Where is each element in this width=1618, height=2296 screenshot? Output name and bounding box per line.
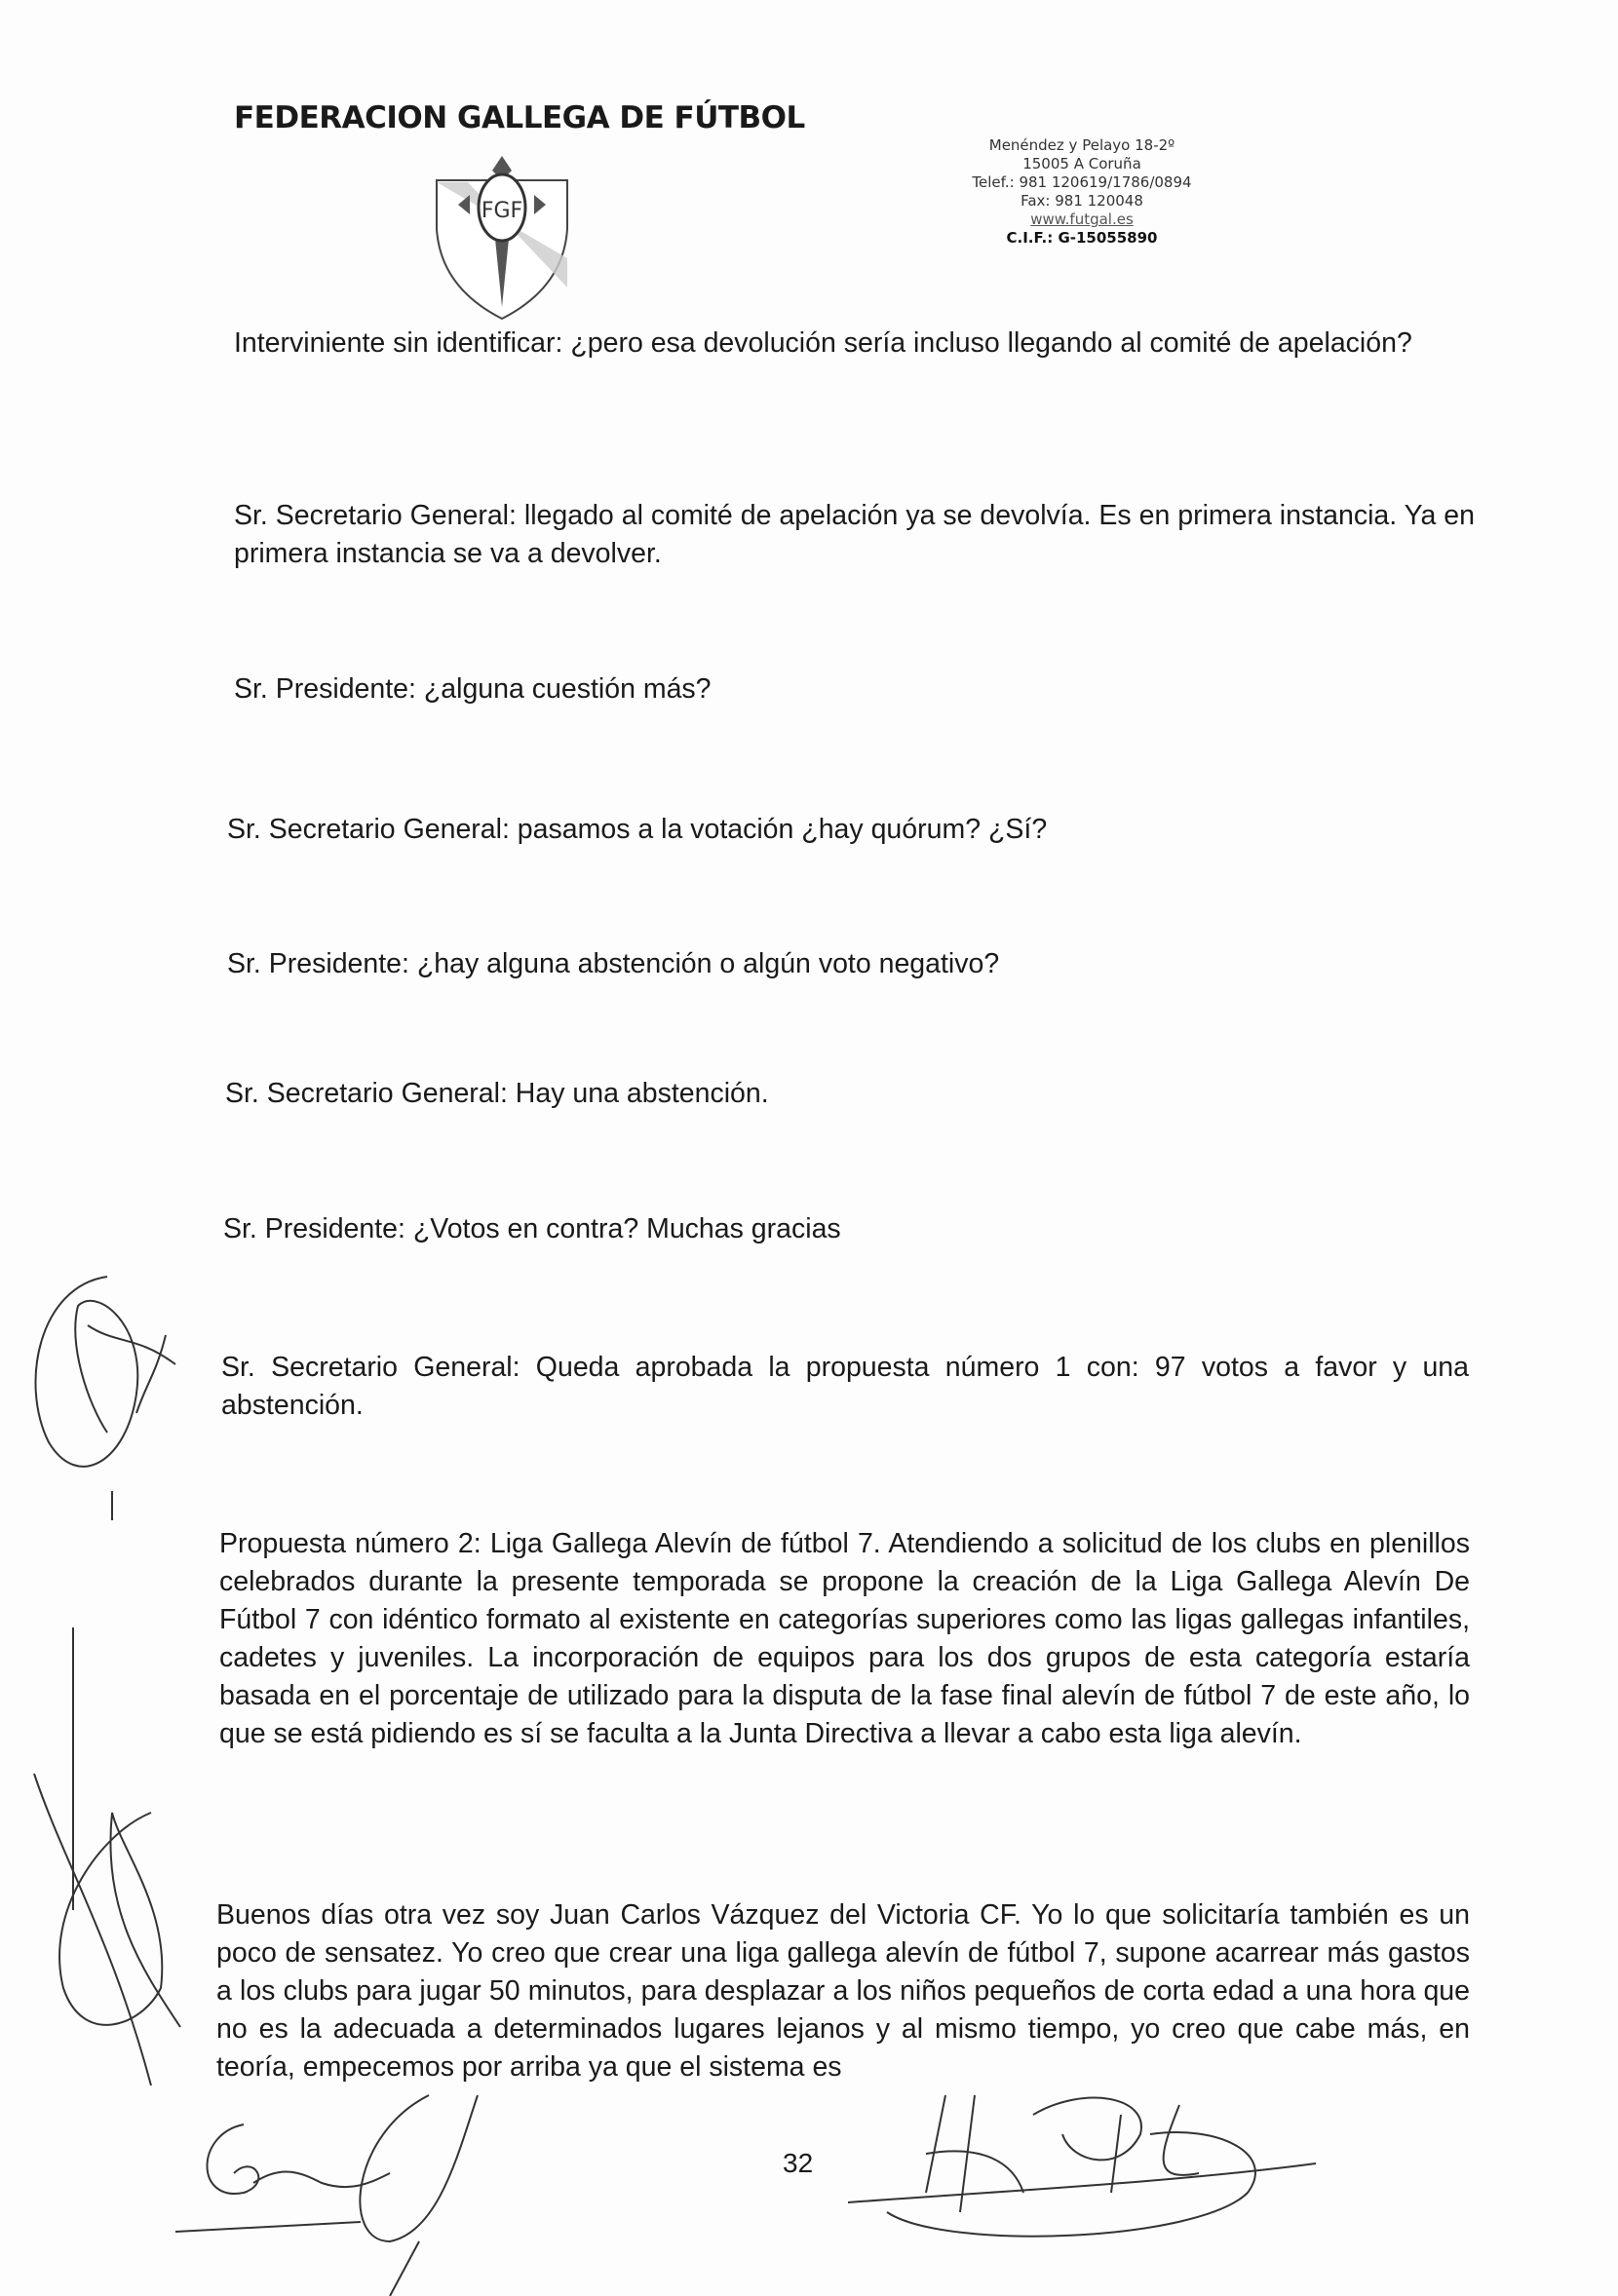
cif-line: C.I.F.: G-15055890 bbox=[1006, 229, 1158, 247]
paragraph: Sr. Presidente: ¿alguna cuestión más? bbox=[234, 673, 712, 705]
federation-contact-block bbox=[936, 136, 1228, 248]
paragraph: Sr. Secretario General: Hay una abstención. bbox=[225, 1078, 769, 1109]
bottom-left-signature bbox=[156, 2076, 526, 2296]
bottom-right-signature bbox=[828, 2076, 1335, 2251]
page-number: 32 bbox=[783, 2148, 814, 2178]
paragraph: Sr. Secretario General: Queda aprobada la propuesta número 1 con: 97 votos a favor y una abstención. bbox=[221, 1352, 1469, 1421]
paragraph: Propuesta número 2: Liga Gallega Alevín de fútbol 7. Atendiendo a solicitud de los clubs en plenillos celebrados durante la presente temporada se propone la creación de la Liga Gallega Alevín De Fútbol 7 con idéntico formato al existente en categorías superiores como las ligas gallegas infantiles, cadetes y juveniles. La incorporación de equipos para los dos grupos de esta categoría estaría basada en el porcentaje de utilizado para la disputa de la fase final alevín de fútbol 7 de este año, lo que se está pidiendo es sí se faculta a la Junta Directiva a llevar a cabo esta liga alevín. bbox=[219, 1528, 1470, 1749]
website-link[interactable]: www.futgal.es bbox=[1030, 210, 1134, 228]
paragraph: Interviniente sin identificar: ¿pero esa devolución sería incluso llegando al comité de apelación? bbox=[234, 327, 1412, 359]
phone-line: Telef.: 981 120619/1786/0894 bbox=[972, 173, 1192, 191]
address-line: Menéndez y Pelayo 18-2º bbox=[988, 136, 1175, 154]
address-line: 15005 A Coruña bbox=[1022, 155, 1141, 172]
margin-signature bbox=[19, 1267, 195, 1530]
paragraph: Sr. Secretario General: pasamos a la votación ¿hay quórum? ¿Sí? bbox=[227, 814, 1048, 845]
fax-line: Fax: 981 120048 bbox=[1021, 192, 1143, 210]
federation-title: FEDERACION GALLEGA DE FÚTBOL bbox=[234, 100, 805, 135]
paragraph: Sr. Secretario General: llegado al comité de apelación ya se devolvía. Es en primera instancia. Ya en primera instancia se va a devolver. bbox=[234, 500, 1475, 569]
paragraph: Sr. Presidente: ¿hay alguna abstención o algún voto negativo? bbox=[227, 948, 1000, 979]
margin-signature-long bbox=[24, 1618, 190, 2105]
svg-text:FGF: FGF bbox=[481, 199, 523, 223]
paragraph: Sr. Presidente: ¿Votos en contra? Muchas gracias bbox=[223, 1213, 841, 1244]
paragraph: Buenos días otra vez soy Juan Carlos Vázquez del Victoria CF. Yo lo que solicitaría también es un poco de sensatez. Yo creo que crear una liga gallega alevín de fútbol 7, supone acarrear más gastos a los clubs para jugar 50 minutos, para desplazar a los niños pequeños de corta edad a una hora que no es la adecuada a determinados lugares lejanos y al mismo tiempo, yo creo que cabe más, en teoría, empecemos por arriba ya que el sistema es bbox=[216, 1899, 1470, 2083]
federation-crest-logo bbox=[429, 151, 575, 322]
